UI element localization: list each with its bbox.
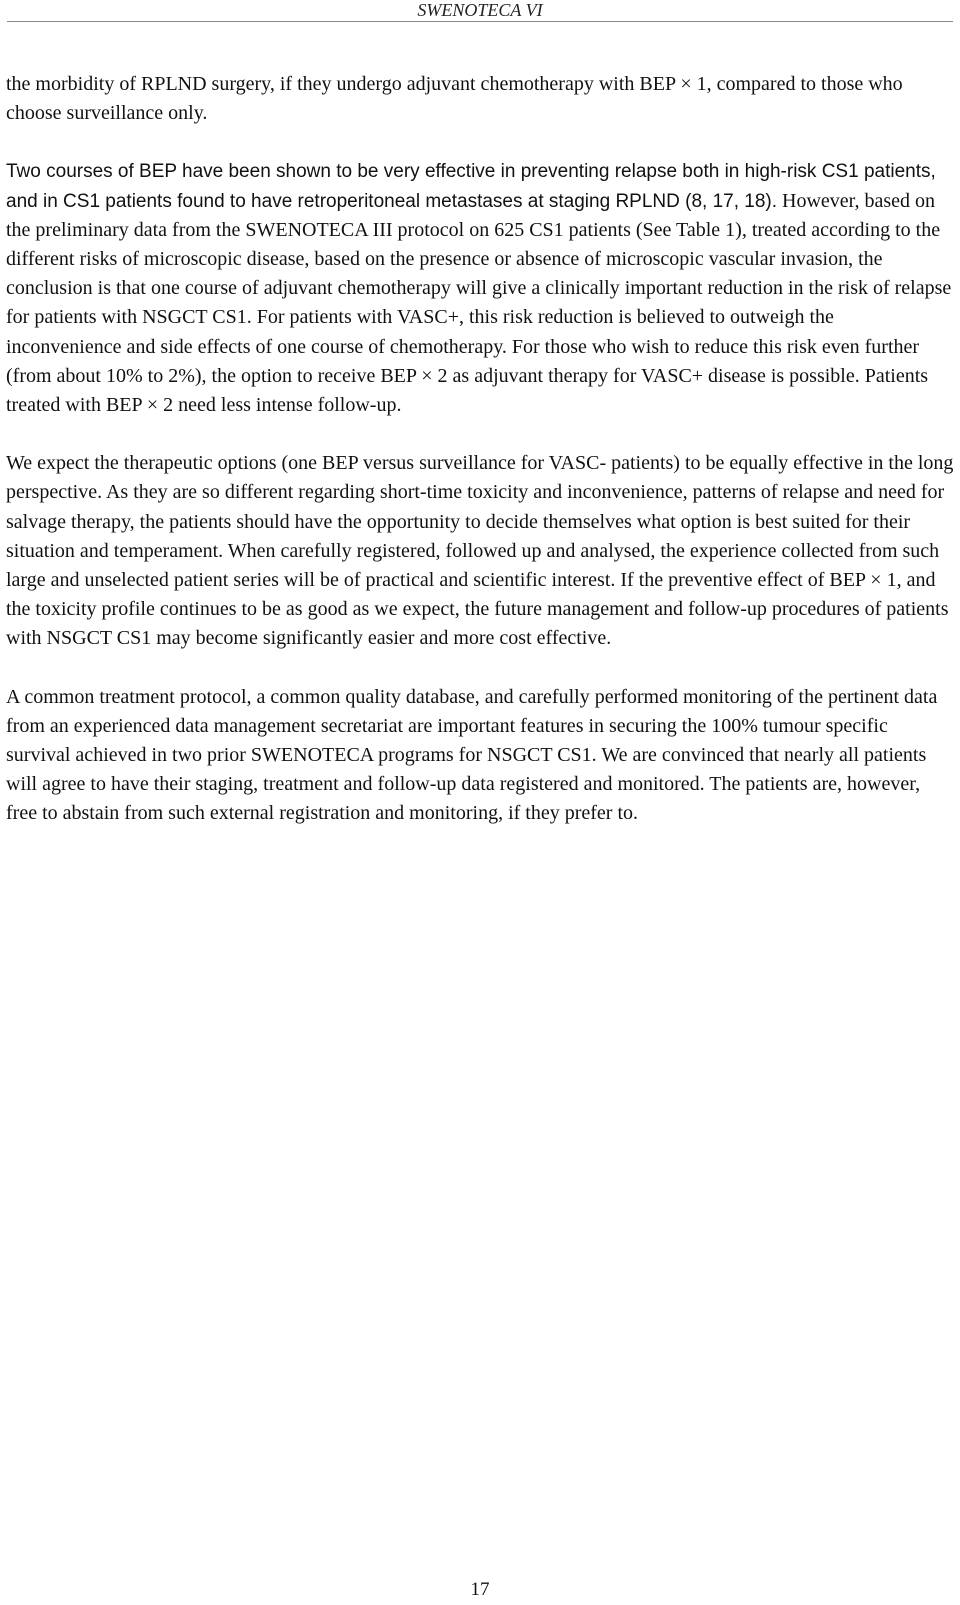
paragraph-text: the morbidity of RPLND surgery, if they undergo adjuvant chemotherapy with BEP × 1, compared to those who choose surveillance only. xyxy=(6,73,903,125)
paragraph-morbidity xyxy=(6,70,954,128)
paragraph-therapeutic-options xyxy=(6,449,954,653)
paragraph-treatment-protocol xyxy=(6,683,954,829)
page-number: 17 xyxy=(470,1579,490,1600)
paragraph-bep-courses xyxy=(6,157,954,420)
body-text xyxy=(6,70,954,858)
paragraph-text: A common treatment protocol, a common quality database, and carefully performed monitoring of the pertinent data from an experienced data management secretariat are important features in securing the 100% tumour specific survival achieved in two prior SWENOTECA programs for NSGCT CS1. We are convinced that nearly all patients will agree to have their staging, treatment and follow-up data registered and monitored. The patients are, however, free to abstain from such external registration and monitoring, if they prefer to. xyxy=(6,685,938,825)
header-divider xyxy=(7,21,953,22)
paragraph-text: However, based on the preliminary data from the SWENOTECA III protocol on 625 CS1 patients (See Table 1), treated according to the different risks of microscopic disease, based on the presence or absence of microscopic vascular invasion, the conclusion is that one course of adjuvant chemotherapy will give a clinically important reduction in the risk of relapse for patients with NSGCT CS1. For patients with VASC+, this risk reduction is believed to outweigh the inconvenience and side effects of one course of chemotherapy. For those who wish to reduce this risk even further (from about 10% to 2%), the option to receive BEP × 2 as adjuvant therapy for VASC+ disease is possible. Patients treated with BEP × 2 need less intense follow-up. xyxy=(6,189,952,417)
running-header: SWENOTECA VI xyxy=(417,0,543,20)
paragraph-text: We expect the therapeutic options (one BEP versus surveillance for VASC- patients) to be equally effective in the long perspective. As they are so different regarding short-time toxicity and inconvenience, patterns of relapse and need for salvage therapy, the patients should have the opportunity to decide themselves what option is best suited for their situation and temperament. When carefully registered, followed up and analysed, the experience collected from such large and unselected patient series will be of practical and scientific interest. If the preventive effect of BEP × 1, and the toxicity profile continues to be as good as we expect, the future management and follow-up procedures of patients with NSGCT CS1 may become significantly easier and more cost effective. xyxy=(6,452,954,650)
paragraph-text-sans: Two courses of BEP have been shown to be very effective in preventing relapse both in high-risk CS1 patients, and in CS1 patients found to have retroperitoneal metastases at staging RPLND (8, 17, 18). xyxy=(6,161,936,212)
